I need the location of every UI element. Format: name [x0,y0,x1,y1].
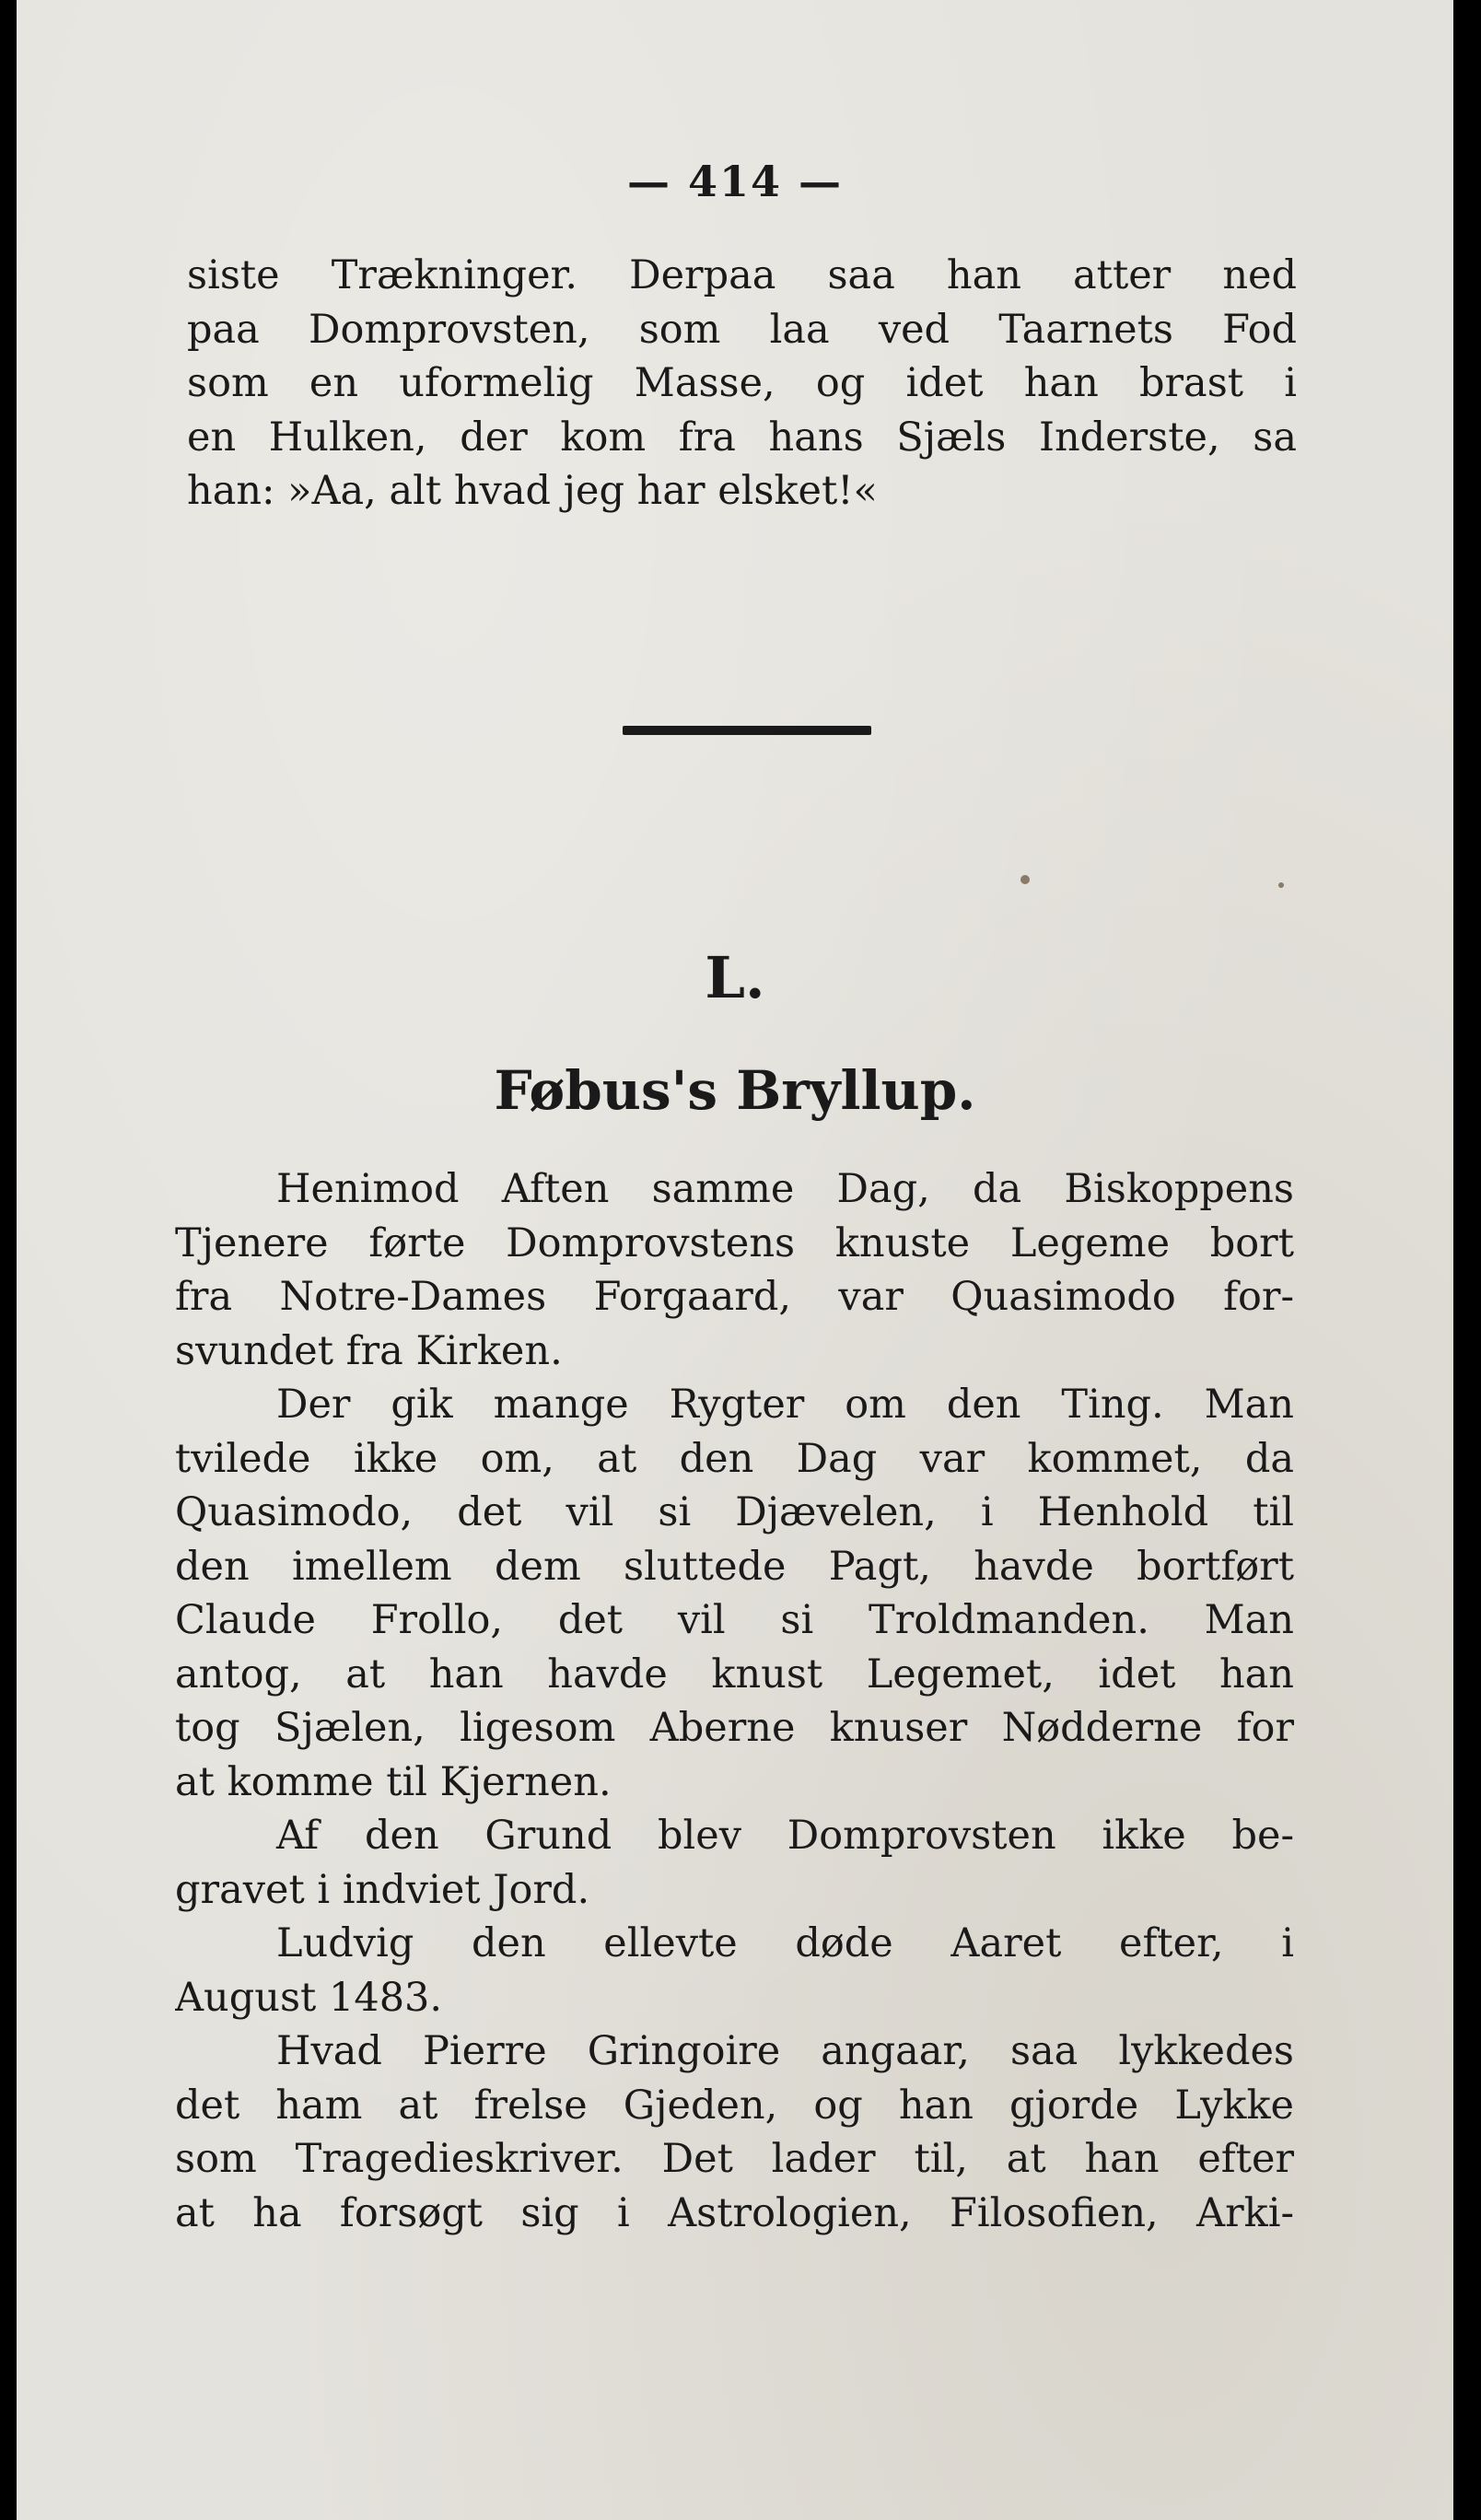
text-line: tvilede ikke om, at den Dag var kommet, da [175,1435,1294,1482]
page-number: — 414 — [626,157,844,206]
chapter-title: Føbus's Bryllup. [494,1059,976,1122]
text-line: Claude Frollo, det vil si Troldmanden. Man [175,1597,1294,1643]
text-line: at ha forsøgt sig i Astrologien, Filosofien, Arki- [175,2189,1294,2236]
text-line: Henimod Aften samme Dag, da Biskoppens [276,1166,1294,1212]
text-line: det ham at frelse Gjeden, og han gjorde Lykke [175,2082,1294,2129]
text-line: Hvad Pierre Gringoire angaar, saa lykkedes [276,2028,1294,2074]
top-paragraph [187,249,1297,519]
paper-speck [1278,882,1284,888]
text-line: Quasimodo, det vil si Djævelen, i Henhold til [175,1489,1294,1535]
text-line: August 1483. [175,1974,443,2021]
text-line: Der gik mange Rygter om den Ting. Man [276,1382,1294,1428]
text-line: siste Trækninger. Derpaa saa han atter ned [187,252,1297,298]
text-line: han: »Aa, alt hvad jeg har elsket!« [187,468,878,514]
text-line: Ludvig den ellevte døde Aaret efter, i [276,1920,1294,1966]
text-line: Af den Grund blev Domprovsten ikke be- [276,1813,1294,1859]
text-line: en Hulken, der kom fra hans Sjæls Inderste, sa [187,414,1297,461]
text-line: Tjenere førte Domprovstens knuste Legeme bort [175,1219,1294,1266]
text-line: svundet fra Kirken. [175,1327,563,1374]
chapter-number: L. [705,944,765,1011]
text-line: den imellem dem sluttede Pagt, havde bortført [175,1543,1294,1590]
text-line: paa Domprovsten, som laa ved Taarnets Fod [187,306,1297,353]
text-line: som Tragedieskriver. Det lader til, at han efter [175,2136,1294,2182]
text-line: tog Sjælen, ligesom Aberne knuser Nødderne for [175,1705,1294,1751]
chapter-body [175,1162,1294,2240]
text-line: fra Notre-Dames Forgaard, var Quasimodo for- [175,1274,1294,1320]
section-divider [623,726,871,735]
text-line: som en uformelig Masse, og idet han brast i [187,360,1297,406]
text-line: antog, at han havde knust Legemet, idet han [175,1651,1294,1698]
text-line: at komme til Kjernen. [175,1758,612,1805]
text-line: gravet i indviet Jord. [175,1866,590,1913]
book-page [17,0,1453,2520]
paper-speck [1020,875,1030,884]
